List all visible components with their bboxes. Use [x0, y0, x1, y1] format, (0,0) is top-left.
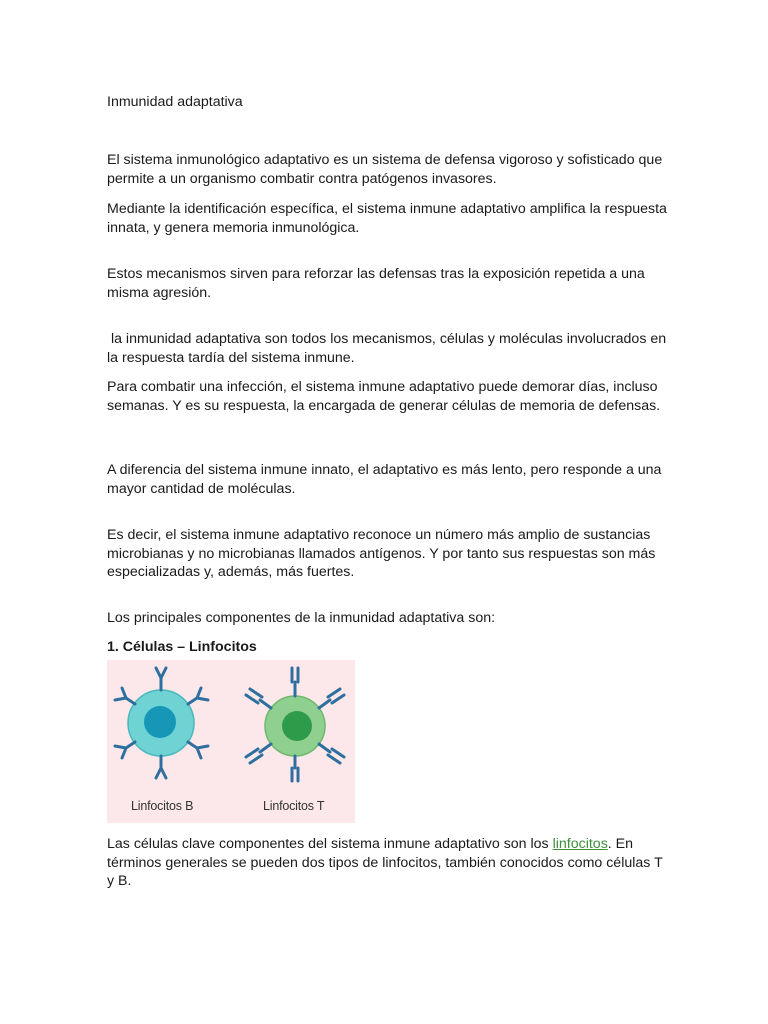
- paragraph-lymphocytes-text-before: Las células clave componentes del sistema inmune adaptativo son los: [107, 836, 553, 852]
- paragraph-lymphocytes-text-after: . En términos generales se pueden dos tipos de linfocitos, también conocidos como células T y B.: [107, 836, 663, 889]
- paragraph-mechanisms: Estos mecanismos sirven para reforzar las defensas tras la exposición repetida a una misma agresión.: [107, 266, 645, 301]
- caption-lymphocytes-b: Linfocitos B: [131, 799, 194, 813]
- section-heading-cells: 1. Células – Linfocitos: [107, 639, 257, 655]
- paragraph-antigens: Es decir, el sistema inmune adaptativo reconoce un número más amplio de sustancias microbianas y no microbianas llamados antígenos. Y por tanto sus respuestas son más especializadas y, además, más fuertes.: [107, 527, 656, 580]
- paragraph-definition: la inmunidad adaptativa son todos los mecanismos, células y moléculas involucrados en la respuesta tardía del sistema inmune.: [107, 331, 671, 366]
- paragraph-infection: Para combatir una infección, el sistema inmune adaptativo puede demorar días, incluso semanas. Y es su respuesta, la encargada de generar células de memoria de defensas.: [107, 379, 661, 414]
- paragraph-intro: El sistema inmunológico adaptativo es un sistema de defensa vigoroso y sofisticado que permite a un organismo combatir contra patógenos invasores.: [107, 152, 663, 187]
- paragraph-difference: A diferencia del sistema inmune innato, el adaptativo es más lento, pero responde a una mayor cantidad de moléculas.: [107, 462, 662, 497]
- paragraph-identification: Mediante la identificación específica, el sistema inmune adaptativo amplifica la respuesta innata, y genera memoria inmunológica.: [107, 201, 667, 236]
- document-title: Inmunidad adaptativa: [107, 94, 243, 110]
- lymphocyte-t-cell: [246, 668, 344, 781]
- caption-lymphocytes-t: Linfocitos T: [263, 799, 325, 813]
- lymphocytes-figure: [107, 660, 355, 823]
- lymphocyte-b-cell: [115, 668, 208, 778]
- paragraph-components-intro: Los principales componentes de la inmunidad adaptativa son:: [107, 610, 496, 626]
- paragraph-lymphocytes: [107, 835, 667, 891]
- linfocitos-link[interactable]: linfocitos: [552, 836, 608, 852]
